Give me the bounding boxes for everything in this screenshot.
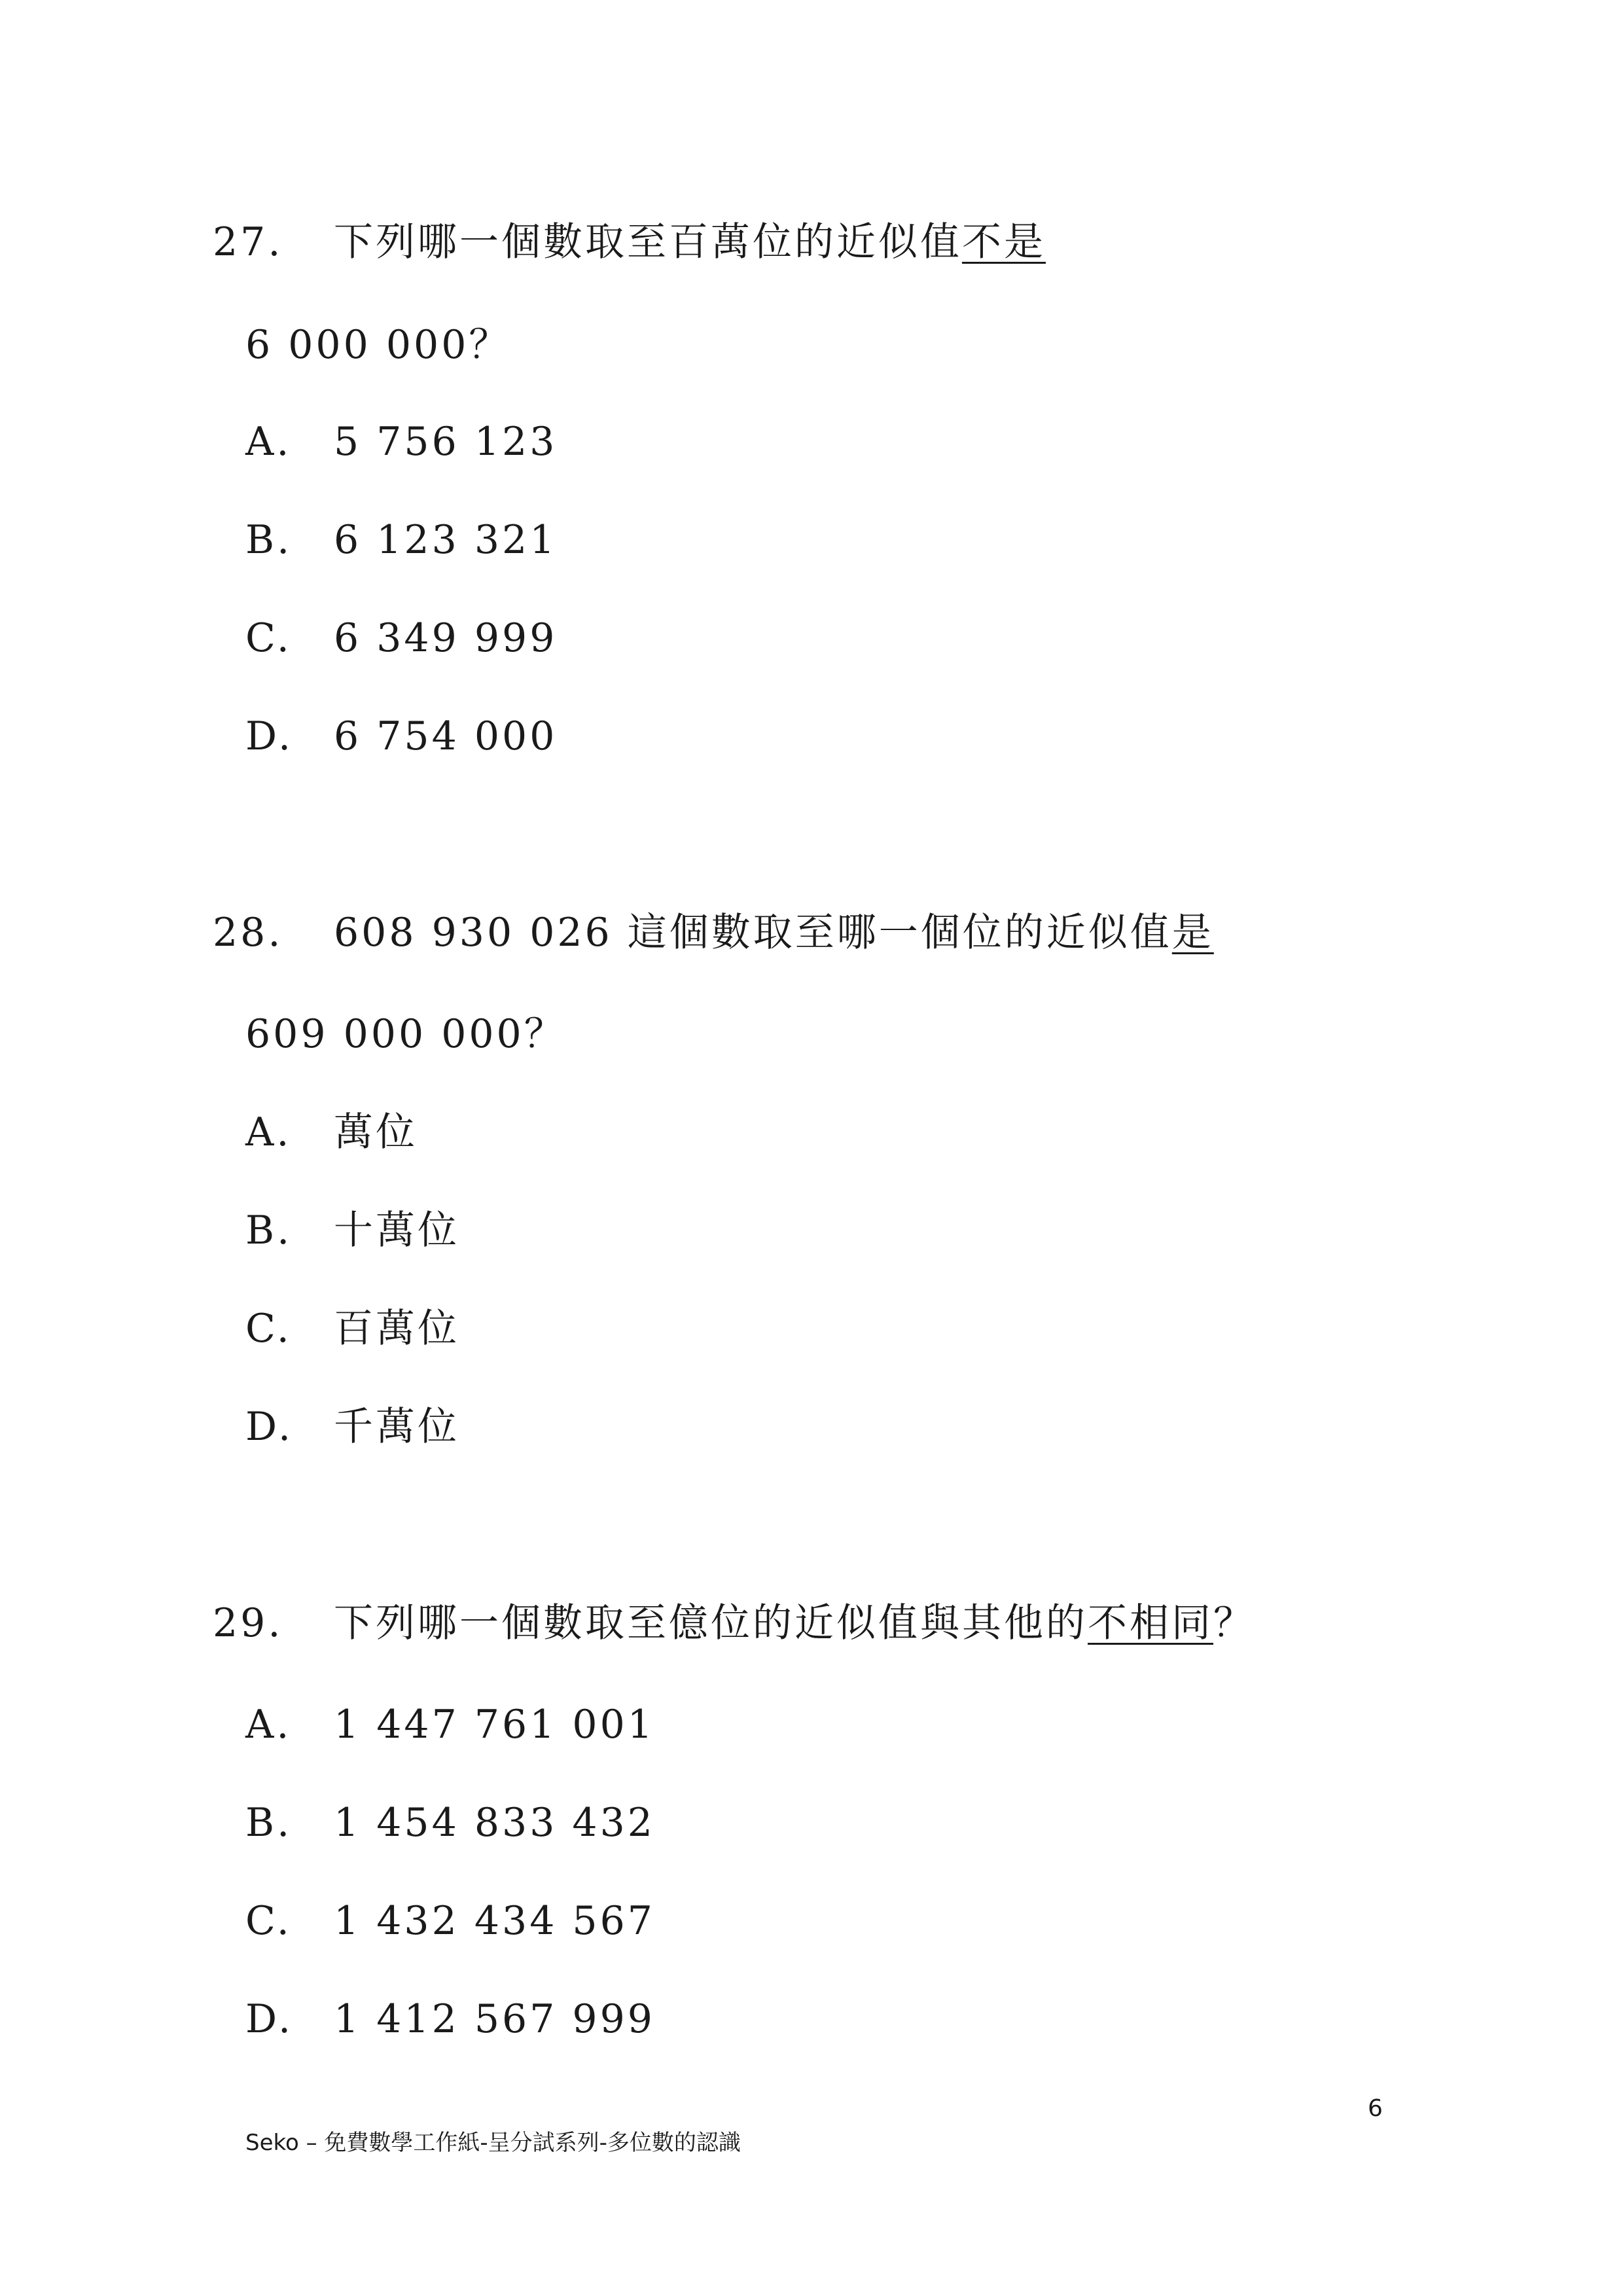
question-27-continuation: 6 000 000？ — [245, 322, 511, 368]
question-number: 29. — [213, 1600, 283, 1646]
question-number: 28. — [213, 910, 283, 956]
question-text: 608 930 026 這個數取至哪一個位的近似值是 — [334, 910, 1214, 956]
emphasis-text: 不是 — [962, 219, 1046, 265]
question-text: 下列哪一個數取至億位的近似值與其他的不相同？ — [334, 1600, 1255, 1646]
page-number: 6 — [1368, 2095, 1383, 2122]
question-28-continuation: 609 000 000？ — [245, 1011, 566, 1057]
question-number: 27. — [213, 219, 283, 265]
emphasis-text: 不相同 — [1088, 1600, 1213, 1646]
emphasis-text: 是 — [1171, 910, 1214, 956]
footer-text: Seko – 免費數學工作紙-呈分試系列-多位數的認識 — [245, 2130, 741, 2156]
question-text: 下列哪一個數取至百萬位的近似值不是 — [334, 219, 1046, 265]
